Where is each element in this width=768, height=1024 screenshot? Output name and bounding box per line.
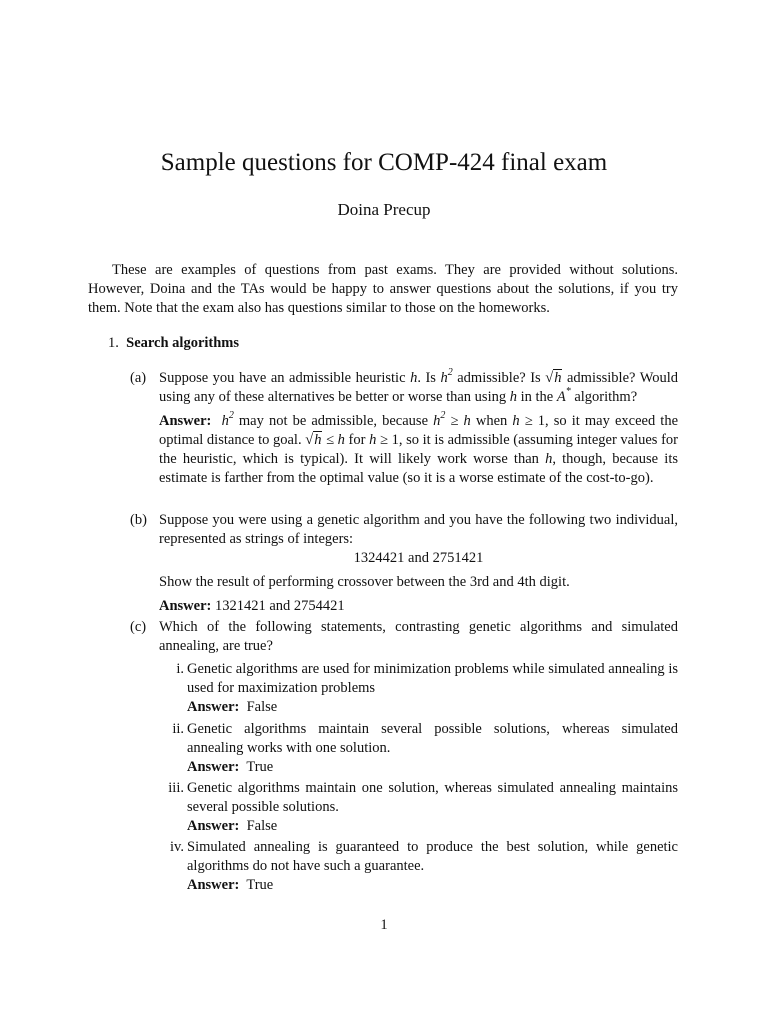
aa-part3: , so it may exceed the optimal distance to goal. [159, 413, 679, 448]
document-title: Sample questions for COMP-424 final exam [160, 149, 608, 176]
subquestion-i [160, 660, 678, 717]
subquestion-iii [160, 779, 678, 836]
subquestion-text: Genetic algorithms maintain several possible solutions, whereas simulated annealing works with one solution. [187, 721, 678, 756]
question-b-text: Suppose you were using a genetic algorithm and you have the following two individual, represented as strings of integers: [159, 512, 678, 547]
qa-part1: Suppose you have an admissible heuristic [159, 370, 411, 386]
subquestion-text: Simulated annealing is guaranteed to produce the best solution, while genetic algorithms do not have such a guarantee. [187, 839, 678, 874]
question-a-label: (a) [130, 370, 147, 386]
subquestion-label: i. [176, 661, 184, 677]
subquestion-ii [160, 720, 678, 777]
aa-hsq: $h^2$ [221, 410, 234, 429]
question-a-text [159, 369, 678, 407]
subanswer-label: Answer: [187, 877, 240, 893]
qa-part4: admissible? Would using any of these alternatives be better or worse than using [159, 370, 679, 405]
answer-b-label: Answer: [159, 598, 212, 614]
aa-part4: for [344, 432, 370, 448]
subquestion-text: Genetic algorithms are used for minimization problems while simulated annealing is used for maximization problems [187, 661, 678, 696]
answer-b-value: 1321421 and 2754421 [214, 598, 345, 614]
subanswer-value: False [246, 818, 278, 834]
question-b-label: (b) [130, 512, 147, 528]
aa-var: h [545, 451, 553, 467]
question-c-text: Which of the following statements, contrasting genetic algorithms and simulated annealing, are true? [159, 619, 678, 654]
question-b-strings: 1324421 and 2751421 [353, 550, 484, 566]
subanswer-label: Answer: [187, 759, 240, 775]
aa-part2: when [470, 413, 513, 429]
subanswer-value: True [246, 759, 274, 775]
subanswer-label: Answer: [187, 818, 240, 834]
aa-sqrt-h: √h [305, 432, 322, 448]
question-c-label: (c) [130, 619, 147, 635]
subquestion-text: Genetic algorithms maintain one solution, whereas simulated annealing maintains several possible solutions. [187, 780, 678, 815]
subanswer-value: False [246, 699, 278, 715]
subanswer-label: Answer: [187, 699, 240, 715]
subquestion-answer [187, 817, 678, 836]
question-b [130, 511, 678, 616]
aa-part5: , so it is admissible (assuming integer values for the heuristic, which is typical). It will likely work worse than [159, 432, 678, 467]
qa-part2: . Is [417, 370, 441, 386]
page-number: 1 [380, 917, 388, 933]
subquestion-label: ii. [172, 721, 184, 737]
aa-ineq4: h ≥ [369, 432, 392, 448]
subquestion-label: iii. [168, 780, 184, 796]
subquestion-answer [187, 758, 678, 777]
section-title: Search algorithms [126, 335, 240, 351]
answer-b [159, 597, 678, 616]
aa-ineq2: h ≥ [512, 413, 538, 429]
question-b-instruction: Show the result of performing crossover between the 3rd and 4th digit. [159, 574, 570, 590]
intro-paragraph: These are examples of questions from past exams. They are provided without solutions. However, Doina and the TAs would be happy to answer questions about the solutions, if you try them. Note that the exam also has questions similar to those on the homeworks. [88, 262, 678, 316]
qa-hsq: $h^2$ [440, 367, 453, 386]
qa-sqrt-h: √h [545, 370, 562, 386]
qa-var: h [410, 370, 418, 386]
section-number: 1. [108, 335, 119, 351]
qa-part3: admissible? Is [452, 370, 546, 386]
answer-a: Answer: $h^2$ may not be admissible, because $h^2 \ge h$ when h ≥ 1, so it may exceed the optimal distance to goal. √h ≤ h for h ≥ 1, so it is admissible (assuming integer values for the heuristic, which is typical). It will likely work worse than h, though, because its estimate is farther from the optimal value (so it is a worse estimate of the cost-to-go). [159, 410, 679, 486]
answer-a-label: Answer: [159, 413, 212, 429]
qa-part6: algorithm? [570, 389, 638, 405]
subquestion-answer [187, 876, 678, 895]
section-heading [108, 334, 239, 353]
qa-astar: A* [556, 386, 571, 405]
question-a [130, 369, 678, 488]
aa-ineq1: $h^2 \ge h$ [433, 410, 471, 429]
question-c [130, 618, 678, 656]
qa-astar-letter: A [556, 389, 566, 405]
document-author: Doina Precup [337, 200, 431, 219]
subquestion-iv [160, 838, 678, 895]
aa-part1: may not be admissible, because [233, 413, 434, 429]
aa-part6: , though, because its estimate is farther from the optimal value (so it is a worse estimate of the cost-to-go). [159, 451, 678, 486]
aa-ineq3: ≤ h [322, 432, 345, 448]
qa-var2: h [509, 389, 517, 405]
subquestion-answer [187, 698, 678, 717]
subanswer-value: True [246, 877, 274, 893]
subquestion-label: iv. [170, 839, 184, 855]
qa-part5: in the [516, 389, 557, 405]
